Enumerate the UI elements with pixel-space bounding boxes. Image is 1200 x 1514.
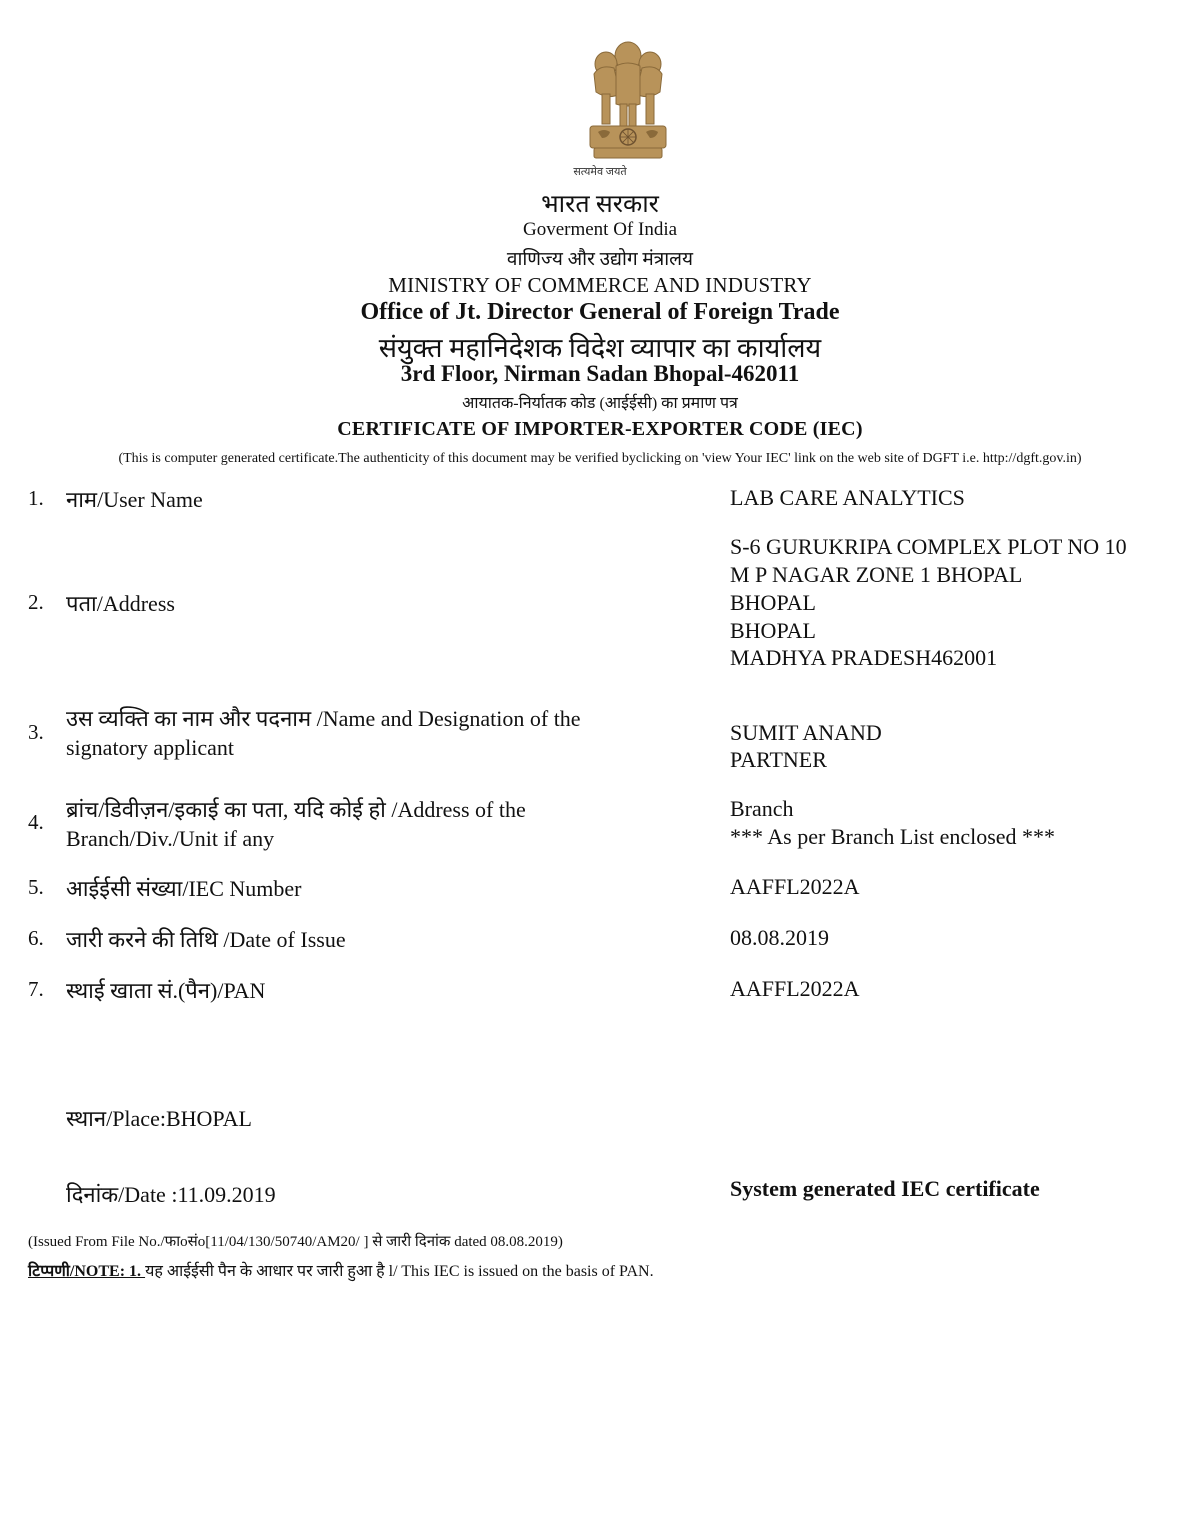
field-label-pan: स्थाई खाता सं.(पैन)/PAN [66,978,266,1003]
field-label-branch-line-1: ब्रांच/डिवीज़न/इकाई का पता, यदि कोई हो /Address of the [66,797,526,822]
field-number: 2. [28,590,44,614]
office-english-title: Office of Jt. Director General of Foreign Trade [360,299,840,325]
office-address: 3rd Floor, Nirman Sadan Bhopal-462011 [400,361,800,386]
field-number: 3. [28,720,44,744]
field-number: 1. [28,486,44,510]
system-generated-label: System generated IEC certificate [730,1176,1040,1201]
date: दिनांक/Date :11.09.2019 [66,1182,276,1207]
field-label-signatory-line-2: signatory applicant [66,735,235,760]
emblem-motto: सत्यमेव जयते [573,166,627,178]
govt-hindi-title: भारत सरकार [541,191,659,218]
note-text: यह आईईसी पैन के आधार पर जारी हुआ है l/ This IEC is issued on the basis of PAN. [145,1263,654,1280]
field-value-pan: AAFFL2022A [730,976,860,1001]
field-label-iec-number: आईईसी संख्या/IEC Number [66,876,302,901]
field-value-address-line-1: S-6 GURUKRIPA COMPLEX PLOT NO 10 [730,534,1127,559]
ministry-english-title: MINISTRY OF COMMERCE AND INDUSTRY [388,273,812,297]
field-value-address-line-4: BHOPAL [730,618,816,643]
national-emblem-icon [580,34,676,166]
certificate-hindi-title: आयातक-निर्यातक कोड (आईईसी) का प्रमाण पत्र [462,395,738,412]
field-label-signatory-line-1: उस व्यक्ति का नाम और पदनाम /Name and Designation of the [66,706,581,731]
field-value-address-line-5: MADHYA PRADESH462001 [730,645,998,670]
place: स्थान/Place:BHOPAL [66,1106,252,1131]
field-value-iec-number: AAFFL2022A [730,874,860,899]
note [28,1259,654,1281]
field-value-branch-line-1: Branch [730,796,794,821]
field-value-address-line-2: M P NAGAR ZONE 1 BHOPAL [730,562,1023,587]
field-value-date-of-issue: 08.08.2019 [730,925,829,950]
field-number: 7. [28,977,44,1001]
field-value-address-line-3: BHOPAL [730,590,816,615]
office-hindi-title: संयुक्त महानिदेशक विदेश व्यापार का कार्यालय [378,333,822,363]
certificate-english-title: CERTIFICATE OF IMPORTER-EXPORTER CODE (IEC) [337,418,863,440]
authenticity-disclaimer: (This is computer generated certificate.The authenticity of this document may be verified byclicking on 'view Your IEC' link on the web site of DGFT i.e. http://dgft.gov.in) [118,451,1082,466]
field-value-signatory-designation: PARTNER [730,747,827,772]
field-number: 6. [28,926,44,950]
field-label-user-name: नाम/User Name [66,487,203,512]
field-label-address: पता/Address [66,591,175,616]
field-label-date-of-issue: जारी करने की तिथि /Date of Issue [66,927,346,952]
ministry-hindi-title: वाणिज्य और उद्योग मंत्रालय [506,249,694,270]
field-value-branch-line-2: *** As per Branch List enclosed *** [730,824,1056,849]
field-number: 4. [28,810,44,834]
issued-from-file: (Issued From File No./फाoसंo[11/04/130/50740/AM20/ ] से जारी दिनांक dated 08.08.2019) [28,1234,563,1250]
field-value-signatory-name: SUMIT ANAND [730,720,882,745]
field-value-user-name: LAB CARE ANALYTICS [730,485,965,510]
govt-english-title: Goverment Of India [522,219,678,240]
note-label: टिप्पणी/NOTE: 1. [28,1263,146,1280]
field-label-branch-line-2: Branch/Div./Unit if any [66,826,275,851]
field-number: 5. [28,875,44,899]
